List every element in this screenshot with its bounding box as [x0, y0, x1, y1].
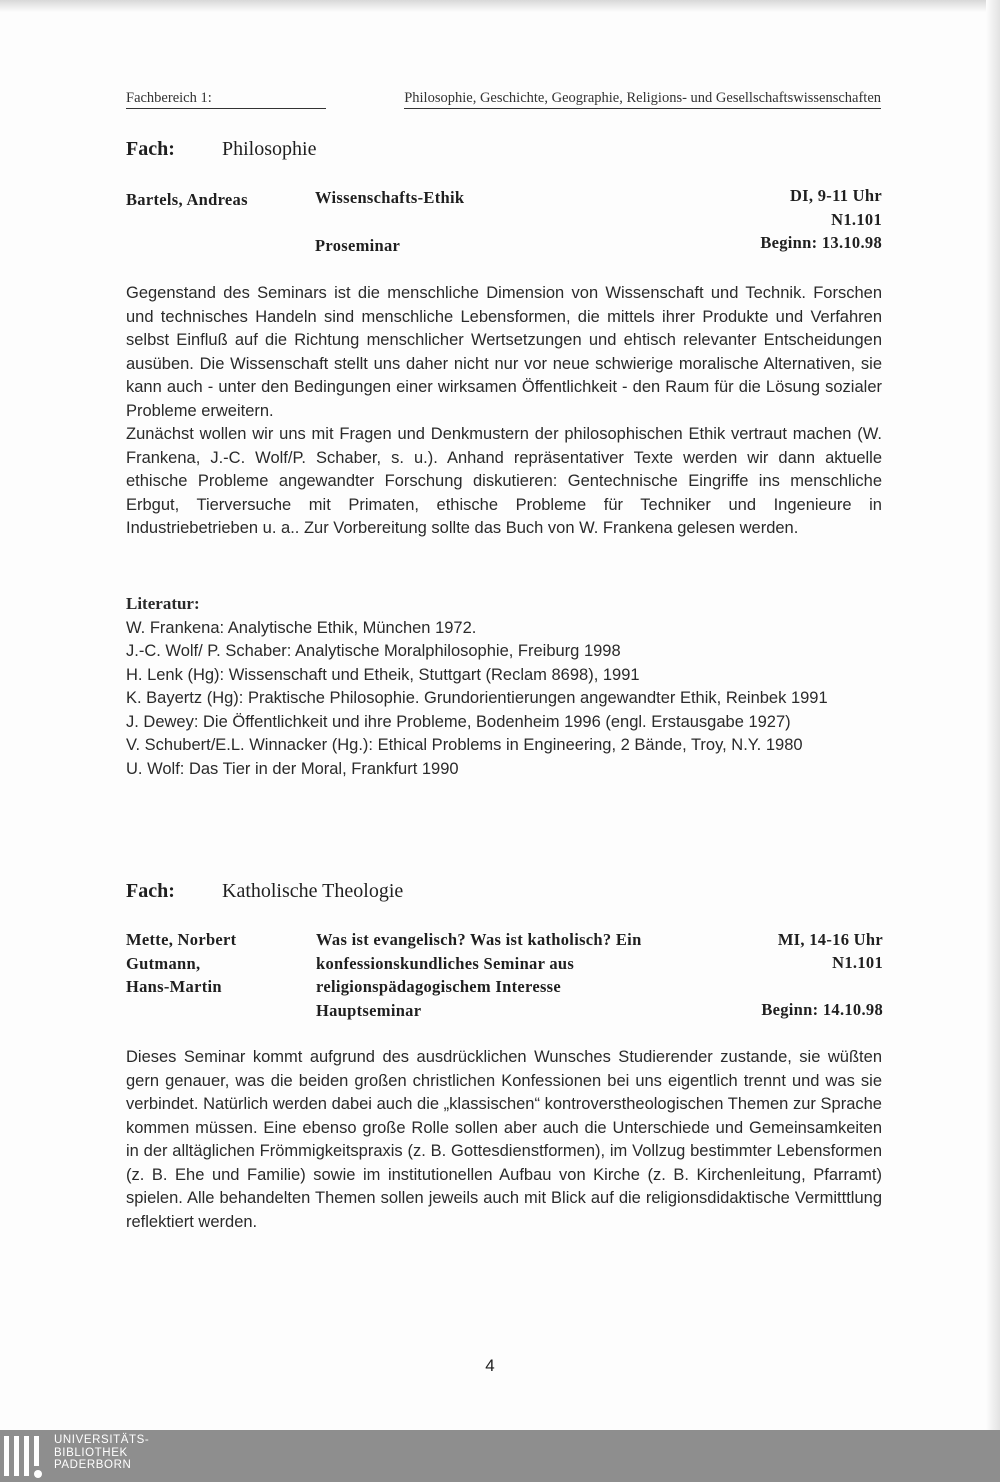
course-time: MI, 14-16 Uhr — [777, 930, 883, 949]
literature-heading: Literatur: — [126, 594, 200, 613]
course-title-line: Was ist evangelisch? Was ist katholisch? Ein — [316, 930, 642, 949]
description-paragraph: Zunächst wollen wir uns mit Fragen und Denkmustern der philosophischen Ethik vertraut machen (W. Frankena, J.-C. Wolf/P. Schaber, s. u.). Anhand repräsentativer Texte werden wir dann aktuelle ethische Probleme angewandter Forschung diskutieren: Gentechnische Eingriffe ins menschliche Erbgut, Tierversuche mit Primaten, ethische Probleme für Techniker und Ingenieure in Industriebetrieben u. a.. Zur Vorbereitung sollte das Buch von W. Frankena gelesen werden. — [126, 425, 882, 537]
lecturer-name: Bartels, Andreas — [126, 190, 248, 209]
description-paragraph: Dieses Seminar kommt aufgrund des ausdrücklichen Wunsches Studierender zustande, sie wüßten gern genauer, was die beiden großen christlichen Konfessionen bei uns eigentlich trennt und was sie verbindet. Natürlich werden dabei auch die „klassischen“ kontroverstheologischen Themen zur Sprache kommen müssen. Eine ebenso große Rolle sollen aber auch die Unterschiede und Gemeinsamkeiten in der alltäglichen Frömmigkeitspraxis (z. B. Gottesdienstformen), im Vollzug bestimmter Lebensformen (z. B. Ehe und Familie) sowie im institutionellen Aufbau von Kirche (z. B. Kirchenleitung, Pfarramt) spielen. Alle behandelten Themen sollen jeweils auch mit Blick auf die religionsdidaktische Vermitttlung reflektiert werden. — [126, 1048, 882, 1231]
library-name-line: UNIVERSITÄTS- — [54, 1434, 150, 1446]
library-name — [54, 1434, 149, 1472]
course-room: N1.101 — [832, 953, 883, 972]
course-title-line: religionspädagogischem Interesse — [316, 977, 562, 996]
course-room: N1.101 — [831, 210, 882, 229]
literature-item: J.-C. Wolf/ P. Schaber: Analytische Moralphilosophie, Freiburg 1998 — [126, 642, 621, 660]
library-name-line: BIBLIOTHEK — [54, 1446, 128, 1459]
lecturer-name: Hans-Martin — [126, 977, 222, 996]
literature-item: W. Frankena: Analytische Ethik, München 1972. — [126, 618, 477, 637]
fach-label: Fach: — [126, 138, 175, 160]
literature-item: J. Dewey: Die Öffentlichkeit und ihre Probleme, Bodenheim 1996 (engl. Erstausgabe 1927) — [126, 712, 791, 731]
lecturer-name: Mette, Norbert — [126, 930, 237, 949]
fach-name: Katholische Theologie — [222, 880, 404, 902]
header-department: Fachbereich 1: — [126, 90, 326, 109]
course-description — [126, 1046, 882, 1234]
course-title-line: konfessionskundliches Seminar aus — [316, 954, 575, 973]
literature-list — [126, 592, 882, 781]
course-start: Beginn: 14.10.98 — [761, 1000, 883, 1019]
library-name-line: PADERBORN — [54, 1459, 132, 1471]
course-type: Proseminar — [315, 236, 401, 255]
description-paragraph: Gegenstand des Seminars ist die menschliche Dimension von Wissenschaft und Technik. Forschen und technisches Handeln sind menschliche Lebensformen, die mittels ihrer Produkte und Verfahren selbst Einfluß auf die Richtung menschlicher Wertsetzungen und ehtisch relevanter Entscheidungen ausüben. Die Wissenschaft stellt uns daher nicht nur vor neue schwierige moralische Alternativen, sie kann auch - unter den Bedingungen einer wirksamen Öffentlichkeit - den Raum für die Lösung sozialer Probleme erweitern. — [126, 284, 882, 420]
header-subjects: Philosophie, Geschichte, Geographie, Religions- und Gesellschaftswissenschaften — [404, 90, 881, 109]
library-footer-bar — [0, 1430, 1000, 1482]
running-header — [126, 90, 881, 110]
scan-top-edge — [0, 0, 1000, 12]
fach-name: Philosophie — [222, 138, 317, 160]
course-title: Wissenschafts-Ethik — [315, 188, 465, 207]
course-type: Hauptseminar — [316, 1001, 422, 1020]
scan-right-edge — [986, 0, 1000, 1430]
page-number: 4 — [485, 1356, 495, 1375]
course-start: Beginn: 13.10.98 — [760, 233, 882, 252]
literature-item: V. Schubert/E.L. Winnacker (Hg.): Ethical Problems in Engineering, 2 Bände, Troy, N.Y. 1980 — [126, 736, 803, 754]
course-time: DI, 9-11 Uhr — [789, 186, 882, 205]
lecturer-name: Gutmann, — [126, 954, 201, 973]
logo-dot-icon — [34, 1470, 42, 1478]
literature-item: H. Lenk (Hg): Wissenschaft und Etheik, Stuttgart (Reclam 8698), 1991 — [126, 665, 640, 684]
literature-item: K. Bayertz (Hg): Praktische Philosophie. Grundorientierungen angewandter Ethik, Reinbek 1991 — [126, 689, 828, 707]
fach-label: Fach: — [126, 880, 175, 902]
section-philosophie-heading — [126, 138, 316, 161]
course-description — [126, 282, 882, 541]
section-theologie-heading — [126, 880, 403, 903]
literature-item: U. Wolf: Das Tier in der Moral, Frankfurt 1990 — [126, 759, 459, 778]
